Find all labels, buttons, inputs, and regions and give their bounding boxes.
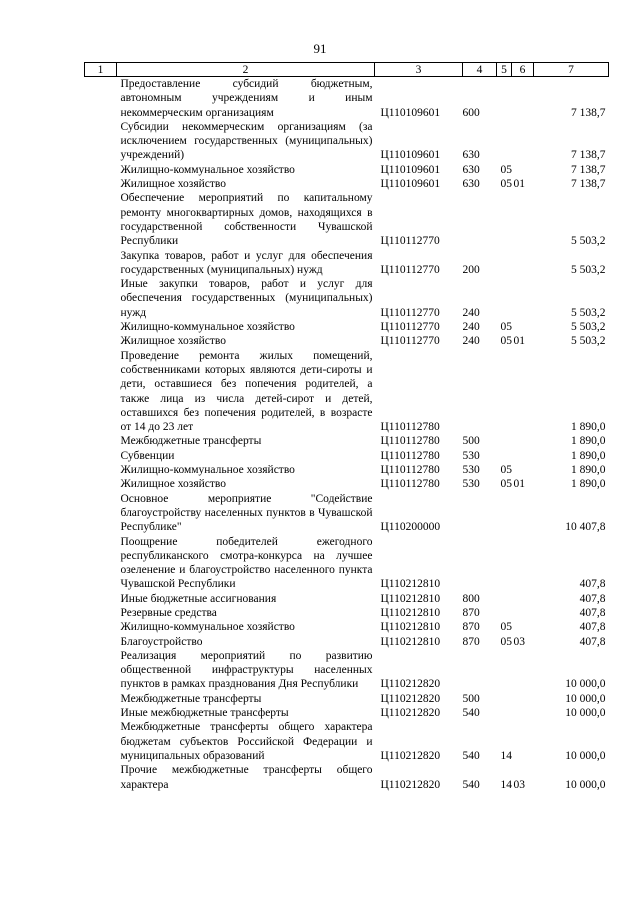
row-subsection bbox=[512, 277, 534, 320]
row-expense-type: 800 bbox=[462, 592, 480, 605]
row-section: 05 bbox=[500, 621, 512, 634]
row-expense-type bbox=[463, 649, 497, 692]
row-expense-type: 240 bbox=[462, 335, 480, 348]
budget-table bbox=[84, 62, 609, 792]
table-row bbox=[85, 163, 609, 177]
row-code: Ц110200000 bbox=[380, 521, 441, 534]
column-header: 2 bbox=[117, 63, 375, 77]
table-row bbox=[85, 434, 609, 448]
column-header: 4 bbox=[463, 63, 497, 77]
row-name: Субвенции bbox=[120, 449, 175, 462]
row-name: Реализация мероприятий по развитию общественной инфраструктуры населенных пунктов в рамках празднования Дня Республики bbox=[120, 649, 373, 691]
row-code: Ц110112780 bbox=[380, 421, 440, 434]
row-name: Резервные средства bbox=[120, 606, 217, 619]
row-section bbox=[497, 692, 512, 706]
row-name: Обеспечение мероприятий по капитальному ремонту многоквартирных домов, находящихся в государственной собственности Чувашской Республики bbox=[120, 192, 373, 248]
blank-cell bbox=[85, 635, 117, 649]
row-code: Ц110212810 bbox=[380, 578, 441, 591]
row-section bbox=[497, 649, 512, 692]
row-subsection bbox=[512, 606, 534, 620]
row-expense-type: 240 bbox=[462, 321, 480, 334]
row-amount: 407,8 bbox=[579, 621, 606, 634]
row-code: Ц110212820 bbox=[380, 707, 441, 720]
row-name: Жилищно-коммунальное хозяйство bbox=[120, 163, 295, 176]
column-header: 1 bbox=[85, 63, 117, 77]
row-expense-type: 500 bbox=[462, 692, 480, 705]
row-section bbox=[497, 535, 512, 592]
row-code: Ц110112780 bbox=[380, 449, 440, 462]
table-row bbox=[85, 349, 609, 435]
row-subsection bbox=[512, 249, 534, 278]
column-header: 7 bbox=[534, 63, 609, 77]
row-amount: 5 503,2 bbox=[571, 263, 606, 276]
row-amount: 7 138,7 bbox=[571, 149, 606, 162]
row-amount: 7 138,7 bbox=[571, 163, 606, 176]
row-amount: 5 503,2 bbox=[571, 321, 606, 334]
blank-cell bbox=[85, 249, 117, 278]
table-row bbox=[85, 277, 609, 320]
row-subsection bbox=[512, 191, 534, 248]
row-subsection: 01 bbox=[513, 335, 525, 348]
table-row bbox=[85, 706, 609, 720]
row-code: Ц110112780 bbox=[380, 435, 440, 448]
table-row bbox=[85, 320, 609, 334]
row-code: Ц110112770 bbox=[380, 263, 440, 276]
row-name: Жилищное хозяйство bbox=[120, 478, 227, 491]
blank-cell bbox=[85, 434, 117, 448]
column-header: 6 bbox=[512, 63, 534, 77]
row-section: 05 bbox=[500, 464, 512, 477]
row-section bbox=[497, 349, 512, 435]
row-expense-type: 530 bbox=[462, 478, 480, 491]
row-code: Ц110112770 bbox=[380, 321, 440, 334]
row-amount: 1 890,0 bbox=[571, 421, 606, 434]
table-row bbox=[85, 635, 609, 649]
row-amount: 1 890,0 bbox=[571, 435, 606, 448]
table-row bbox=[85, 720, 609, 763]
row-code: Ц110109601 bbox=[380, 163, 441, 176]
row-section: 05 bbox=[500, 335, 512, 348]
table-row bbox=[85, 492, 609, 535]
row-name: Иные межбюджетные трансферты bbox=[120, 707, 289, 720]
table-row bbox=[85, 606, 609, 620]
row-name: Межбюджетные трансферты общего характера бюджетам субъектов Российской Федерации и муниципальных образований bbox=[120, 721, 373, 762]
blank-cell bbox=[85, 177, 117, 191]
row-code: Ц110109601 bbox=[380, 149, 441, 162]
row-amount: 5 503,2 bbox=[571, 306, 606, 319]
row-section bbox=[497, 120, 512, 163]
row-subsection bbox=[512, 349, 534, 435]
row-expense-type: 530 bbox=[462, 449, 480, 462]
blank-cell bbox=[85, 334, 117, 348]
row-subsection bbox=[512, 120, 534, 163]
blank-cell bbox=[85, 320, 117, 334]
row-section bbox=[497, 592, 512, 606]
table-row bbox=[85, 177, 609, 191]
row-amount: 1 890,0 bbox=[571, 464, 606, 477]
blank-cell bbox=[85, 120, 117, 163]
row-subsection bbox=[512, 706, 534, 720]
row-expense-type: 630 bbox=[462, 149, 480, 162]
blank-cell bbox=[85, 463, 117, 477]
row-expense-type: 540 bbox=[462, 778, 480, 791]
table-row bbox=[85, 120, 609, 163]
row-expense-type bbox=[463, 349, 497, 435]
table-row bbox=[85, 620, 609, 634]
row-expense-type: 240 bbox=[462, 306, 480, 319]
row-expense-type: 530 bbox=[462, 464, 480, 477]
row-amount: 407,8 bbox=[579, 606, 606, 619]
row-name: Межбюджетные трансферты bbox=[120, 435, 262, 448]
row-expense-type bbox=[463, 191, 497, 248]
row-section bbox=[497, 277, 512, 320]
row-code: Ц110212810 bbox=[380, 621, 441, 634]
row-subsection bbox=[512, 163, 534, 177]
row-name: Субсидии некоммерческим организациям (за исключением государственных (муниципальных) учреждений) bbox=[120, 120, 373, 162]
blank-cell bbox=[85, 191, 117, 248]
table-row bbox=[85, 463, 609, 477]
row-code: Ц110112770 bbox=[380, 335, 440, 348]
row-expense-type bbox=[463, 535, 497, 592]
row-code: Ц110212810 bbox=[380, 592, 441, 605]
row-expense-type: 600 bbox=[462, 106, 480, 119]
row-amount: 5 503,2 bbox=[571, 235, 606, 248]
row-subsection: 03 bbox=[513, 778, 525, 791]
row-code: Ц110212820 bbox=[380, 692, 441, 705]
row-name: Проведение ремонта жилых помещений, собственниками которых являются дети-сироты и дети, оставшиеся без попечения родителей, а также лица из числа детей-сирот и детей, оставшихся без попечения родителей, в возрасте от 14 до 23 лет bbox=[120, 349, 373, 434]
row-subsection: 01 bbox=[513, 178, 525, 191]
row-name: Жилищное хозяйство bbox=[120, 335, 227, 348]
blank-cell bbox=[85, 649, 117, 692]
table-row bbox=[85, 191, 609, 248]
row-subsection: 01 bbox=[513, 478, 525, 491]
blank-cell bbox=[85, 720, 117, 763]
row-expense-type: 540 bbox=[462, 707, 480, 720]
row-code: Ц110212810 bbox=[380, 606, 441, 619]
blank-cell bbox=[85, 592, 117, 606]
row-expense-type: 870 bbox=[462, 635, 480, 648]
row-section: 05 bbox=[500, 178, 512, 191]
row-amount: 5 503,2 bbox=[571, 335, 606, 348]
row-expense-type: 630 bbox=[462, 178, 480, 191]
table-row bbox=[85, 692, 609, 706]
row-section: 05 bbox=[500, 635, 512, 648]
table-row bbox=[85, 649, 609, 692]
row-section bbox=[497, 492, 512, 535]
row-amount: 1 890,0 bbox=[571, 449, 606, 462]
row-code: Ц110112780 bbox=[380, 478, 440, 491]
row-amount: 10 000,0 bbox=[565, 678, 606, 691]
row-name: Предоставление субсидий бюджетным, автономным учреждениям и иным некоммерческим организациям bbox=[120, 78, 373, 119]
blank-cell bbox=[85, 620, 117, 634]
blank-cell bbox=[85, 763, 117, 792]
row-amount: 1 890,0 bbox=[571, 478, 606, 491]
blank-cell bbox=[85, 706, 117, 720]
row-code: Ц110109601 bbox=[380, 178, 441, 191]
column-header: 3 bbox=[375, 63, 463, 77]
row-amount: 10 407,8 bbox=[565, 521, 606, 534]
row-section: 05 bbox=[500, 163, 512, 176]
row-expense-type: 200 bbox=[462, 263, 480, 276]
row-code: Ц110112770 bbox=[380, 306, 440, 319]
row-amount: 407,8 bbox=[579, 578, 606, 591]
row-section: 05 bbox=[500, 321, 512, 334]
row-subsection bbox=[512, 320, 534, 334]
row-expense-type bbox=[463, 492, 497, 535]
row-code: Ц110212810 bbox=[380, 635, 441, 648]
row-code: Ц110212820 bbox=[380, 678, 441, 691]
row-code: Ц110109601 bbox=[380, 106, 441, 119]
blank-cell bbox=[85, 535, 117, 592]
row-section bbox=[497, 606, 512, 620]
row-subsection bbox=[512, 592, 534, 606]
blank-cell bbox=[85, 606, 117, 620]
row-name: Закупка товаров, работ и услуг для обеспечения государственных (муниципальных) нужд bbox=[120, 249, 373, 276]
row-amount: 7 138,7 bbox=[571, 106, 606, 119]
row-amount: 407,8 bbox=[579, 592, 606, 605]
row-code: Ц110212820 bbox=[380, 778, 441, 791]
row-name: Жилищное хозяйство bbox=[120, 178, 227, 191]
row-expense-type: 540 bbox=[462, 749, 480, 762]
row-expense-type: 500 bbox=[462, 435, 480, 448]
row-name: Поощрение победителей ежегодного республиканского смотра-конкурса на лучшее озеленение и благоустройство населенного пункта Чувашской Республики bbox=[120, 535, 373, 591]
row-name: Жилищно-коммунальное хозяйство bbox=[120, 321, 295, 334]
row-subsection bbox=[512, 434, 534, 448]
row-code: Ц110112780 bbox=[380, 464, 440, 477]
row-section bbox=[497, 434, 512, 448]
column-header: 5 bbox=[497, 63, 512, 77]
row-amount: 10 000,0 bbox=[565, 692, 606, 705]
table-row bbox=[85, 249, 609, 278]
row-expense-type: 870 bbox=[462, 606, 480, 619]
blank-cell bbox=[85, 477, 117, 491]
row-subsection: 03 bbox=[513, 635, 525, 648]
row-section: 05 bbox=[500, 478, 512, 491]
row-subsection bbox=[512, 620, 534, 634]
row-name: Жилищно-коммунальное хозяйство bbox=[120, 464, 295, 477]
row-section bbox=[497, 191, 512, 248]
row-section: 14 bbox=[500, 749, 512, 762]
blank-cell bbox=[85, 163, 117, 177]
row-name: Основное мероприятие "Содействие благоустройству населенных пунктов в Чувашской Республике" bbox=[120, 492, 373, 534]
row-name: Межбюджетные трансферты bbox=[120, 692, 262, 705]
blank-cell bbox=[85, 692, 117, 706]
row-subsection bbox=[512, 692, 534, 706]
row-name: Иные бюджетные ассигнования bbox=[120, 592, 277, 605]
row-section: 14 bbox=[500, 778, 512, 791]
row-amount: 10 000,0 bbox=[565, 778, 606, 791]
row-section bbox=[497, 449, 512, 463]
table-row bbox=[85, 763, 609, 792]
table-row bbox=[85, 334, 609, 348]
page-number: 91 bbox=[313, 41, 327, 56]
row-section bbox=[497, 77, 512, 120]
table-row bbox=[85, 535, 609, 592]
blank-cell bbox=[85, 449, 117, 463]
row-name: Благоустройство bbox=[120, 635, 203, 648]
row-amount: 10 000,0 bbox=[565, 707, 606, 720]
row-subsection bbox=[512, 720, 534, 763]
table-row bbox=[85, 449, 609, 463]
row-subsection bbox=[512, 463, 534, 477]
row-expense-type: 870 bbox=[462, 621, 480, 634]
table-row bbox=[85, 592, 609, 606]
row-code: Ц110212820 bbox=[380, 749, 441, 762]
table-header-row bbox=[85, 63, 609, 77]
row-name: Иные закупки товаров, работ и услуг для обеспечения государственных (муниципальных) нужд bbox=[120, 278, 373, 319]
table-row bbox=[85, 477, 609, 491]
blank-cell bbox=[85, 349, 117, 435]
row-expense-type: 630 bbox=[462, 163, 480, 176]
table-body bbox=[85, 77, 609, 792]
row-amount: 7 138,7 bbox=[571, 178, 606, 191]
row-amount: 10 000,0 bbox=[565, 749, 606, 762]
row-subsection bbox=[512, 492, 534, 535]
row-subsection bbox=[512, 77, 534, 120]
row-section bbox=[497, 706, 512, 720]
blank-cell bbox=[85, 77, 117, 120]
row-subsection bbox=[512, 649, 534, 692]
table-row bbox=[85, 77, 609, 120]
row-name: Прочие межбюджетные трансферты общего характера bbox=[120, 764, 373, 791]
row-section bbox=[497, 249, 512, 278]
row-name: Жилищно-коммунальное хозяйство bbox=[120, 621, 295, 634]
row-subsection bbox=[512, 535, 534, 592]
blank-cell bbox=[85, 277, 117, 320]
row-subsection bbox=[512, 449, 534, 463]
blank-cell bbox=[85, 492, 117, 535]
row-code: Ц110112770 bbox=[380, 235, 440, 248]
row-amount: 407,8 bbox=[579, 635, 606, 648]
